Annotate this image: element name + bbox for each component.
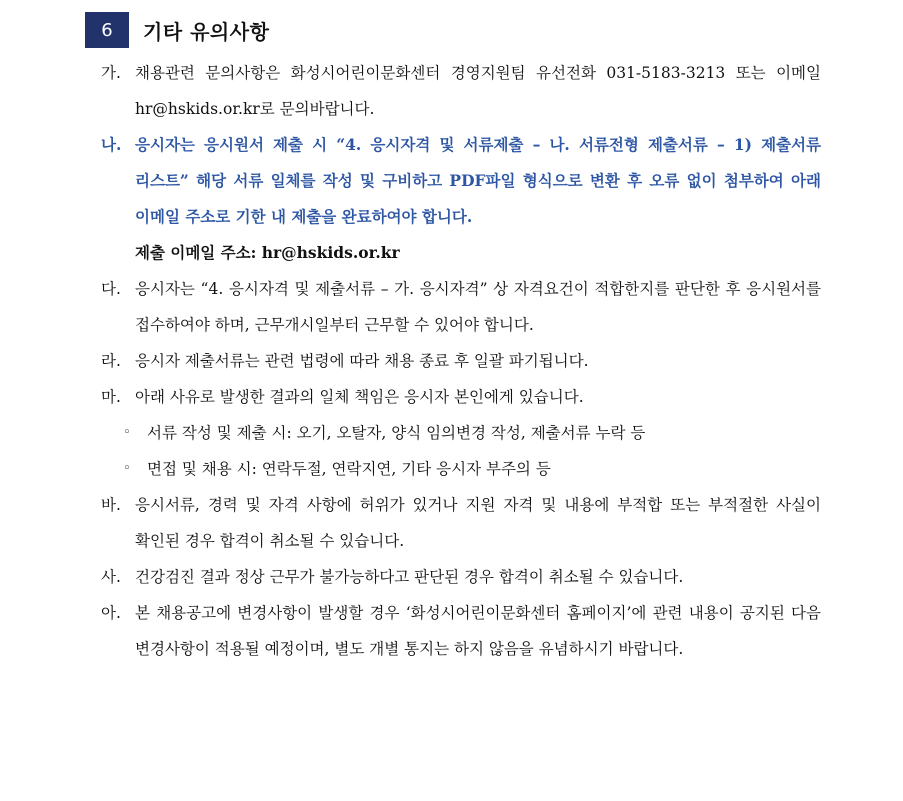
notice-item-sa (101, 559, 821, 595)
item-text: 아래 사유로 발생한 결과의 일체 책임은 응시자 본인에게 있습니다. (135, 388, 584, 406)
notice-item-ma (101, 379, 821, 415)
notice-item-na (101, 127, 821, 271)
item-marker: 나. (101, 135, 122, 154)
item-text: 건강검진 결과 정상 근무가 불가능하다고 판단된 경우 합격이 취소될 수 있습니다. (135, 568, 684, 586)
sub-item-interview (101, 451, 821, 487)
bullet-icon: ◦ (123, 461, 131, 476)
section-number-badge: 6 (85, 12, 129, 48)
item-marker: 다. (101, 280, 121, 298)
submission-email-line: 제출 이메일 주소: hr@hskids.or.kr (135, 243, 400, 262)
sub-item-text: 면접 및 채용 시: 연락두절, 연락지연, 기타 응시자 부주의 등 (147, 460, 551, 478)
notice-list (101, 55, 821, 667)
item-marker: 가. (101, 64, 121, 82)
item-marker: 바. (101, 496, 121, 514)
item-text: 본 채용공고에 변경사항이 발생할 경우 ‘화성시어린이문화센터 홈페이지’에 관련 내용이 공지된 다음 변경사항이 적용될 예정이며, 별도 개별 통지는 하지 않음을 유념하시기 바랍니다. (135, 604, 821, 658)
section-title: 기타 유의사항 (143, 19, 270, 44)
bullet-icon: ◦ (123, 425, 131, 440)
item-text: 응시자는 응시원서 제출 시 “4. 응시자격 및 서류제출 – 나. 서류전형 제출서류 – 1) 제출서류 리스트” 해당 서류 일체를 작성 및 구비하고 PDF파일 형식으로 변환 후 오류 없이 첨부하여 아래 이메일 주소로 기한 내 제출을 완료하여야 합니다. (135, 135, 821, 226)
item-marker: 라. (101, 352, 121, 370)
notice-item-ga (101, 55, 821, 127)
sub-item-document (101, 415, 821, 451)
item-text: 응시서류, 경력 및 자격 사항에 허위가 있거나 지원 자격 및 내용에 부적합 또는 부적절한 사실이 확인된 경우 합격이 취소될 수 있습니다. (135, 496, 821, 550)
item-text: 응시자는 “4. 응시자격 및 제출서류 – 가. 응시자격” 상 자격요건이 적합한지를 판단한 후 응시원서를 접수하여야 하며, 근무개시일부터 근무할 수 있어야 합니다. (135, 280, 821, 334)
item-marker: 마. (101, 388, 121, 406)
item-text: 채용관련 문의사항은 화성시어린이문화센터 경영지원팀 유선전화 031-5183-3213 또는 이메일 hr@hskids.or.kr로 문의바랍니다. (135, 64, 821, 118)
sub-item-text: 서류 작성 및 제출 시: 오기, 오탈자, 양식 임의변경 작성, 제출서류 누락 등 (147, 424, 646, 442)
item-marker: 사. (101, 568, 121, 586)
notice-item-ra (101, 343, 821, 379)
section-header (85, 12, 269, 48)
item-marker: 아. (101, 604, 121, 622)
notice-item-ba (101, 487, 821, 559)
item-text: 응시자 제출서류는 관련 법령에 따라 채용 종료 후 일괄 파기됩니다. (135, 352, 589, 370)
notice-item-a (101, 595, 821, 667)
notice-item-da (101, 271, 821, 343)
